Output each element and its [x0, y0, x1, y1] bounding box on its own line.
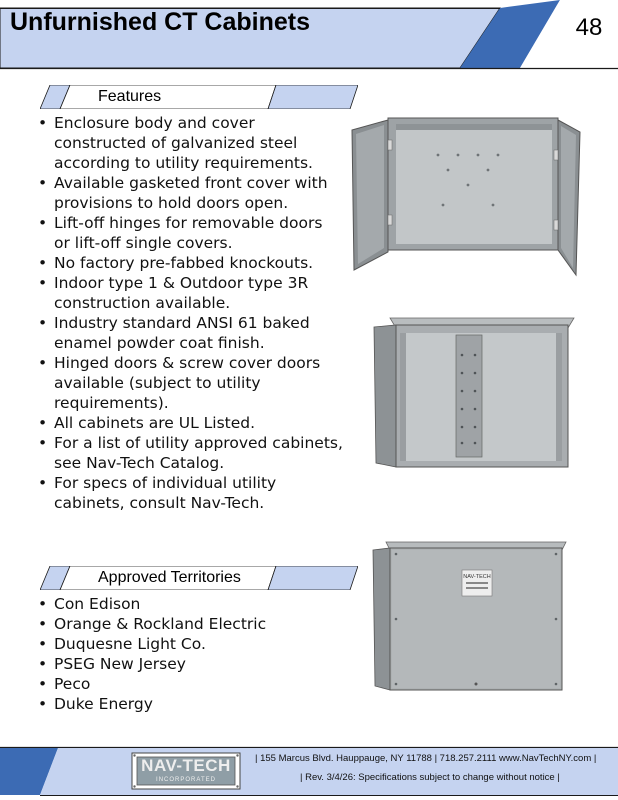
list-item: • Orange & Rockland Electric: [38, 614, 338, 634]
cabinet-closed-cover-image: [370, 540, 568, 695]
territories-heading: Approved Territories: [98, 569, 241, 586]
territories-list: [38, 594, 338, 714]
list-item: • No factory pre-fabbed knockouts.: [38, 253, 343, 273]
page-title: Unfurnished CT Cabinets: [10, 8, 311, 36]
list-item: • Con Edison: [38, 594, 338, 614]
list-item: • Hinged doors & screw cover doors available (subject to utility requirements).: [38, 353, 343, 413]
list-item: • Duke Energy: [38, 694, 338, 714]
list-item: • PSEG New Jersey: [38, 654, 338, 674]
cabinet-open-doors-image: [348, 110, 584, 280]
list-item: • For a list of utility approved cabinets, see Nav-Tech Catalog.: [38, 433, 343, 473]
cabinet-open-front-image: [370, 315, 576, 473]
list-item: • Lift-off hinges for removable doors or lift-off single covers.: [38, 213, 343, 253]
list-item: • Indoor type 1 & Outdoor type 3R construction available.: [38, 273, 343, 313]
list-item: • All cabinets are UL Listed.: [38, 413, 343, 433]
page-number: 48: [575, 14, 603, 41]
list-item: • Duquesne Light Co.: [38, 634, 338, 654]
cabinet-label-text: NAV-TECH: [463, 574, 491, 580]
features-list: [38, 113, 343, 513]
logo-wordmark: NAV-TECH: [141, 756, 231, 775]
features-heading: Features: [98, 88, 162, 105]
list-item: • Industry standard ANSI 61 baked enamel powder coat finish.: [38, 313, 343, 353]
footer-address: | 155 Marcus Blvd. Hauppauge, NY 11788 | 718.257.2111 www.NavTechNY.com |: [255, 753, 597, 764]
logo-subtitle: INCORPORATED: [156, 777, 216, 783]
list-item: • For specs of individual utility cabinets, consult Nav-Tech.: [38, 473, 343, 513]
features-heading-banner: [40, 85, 358, 109]
list-item: • Enclosure body and cover constructed of galvanized steel according to utility requirements.: [38, 113, 343, 173]
footer-revision: | Rev. 3/4/26: Specifications subject to change without notice |: [300, 772, 560, 783]
list-item: • Peco: [38, 674, 338, 694]
list-item: • Available gasketed front cover with provisions to hold doors open.: [38, 173, 343, 213]
